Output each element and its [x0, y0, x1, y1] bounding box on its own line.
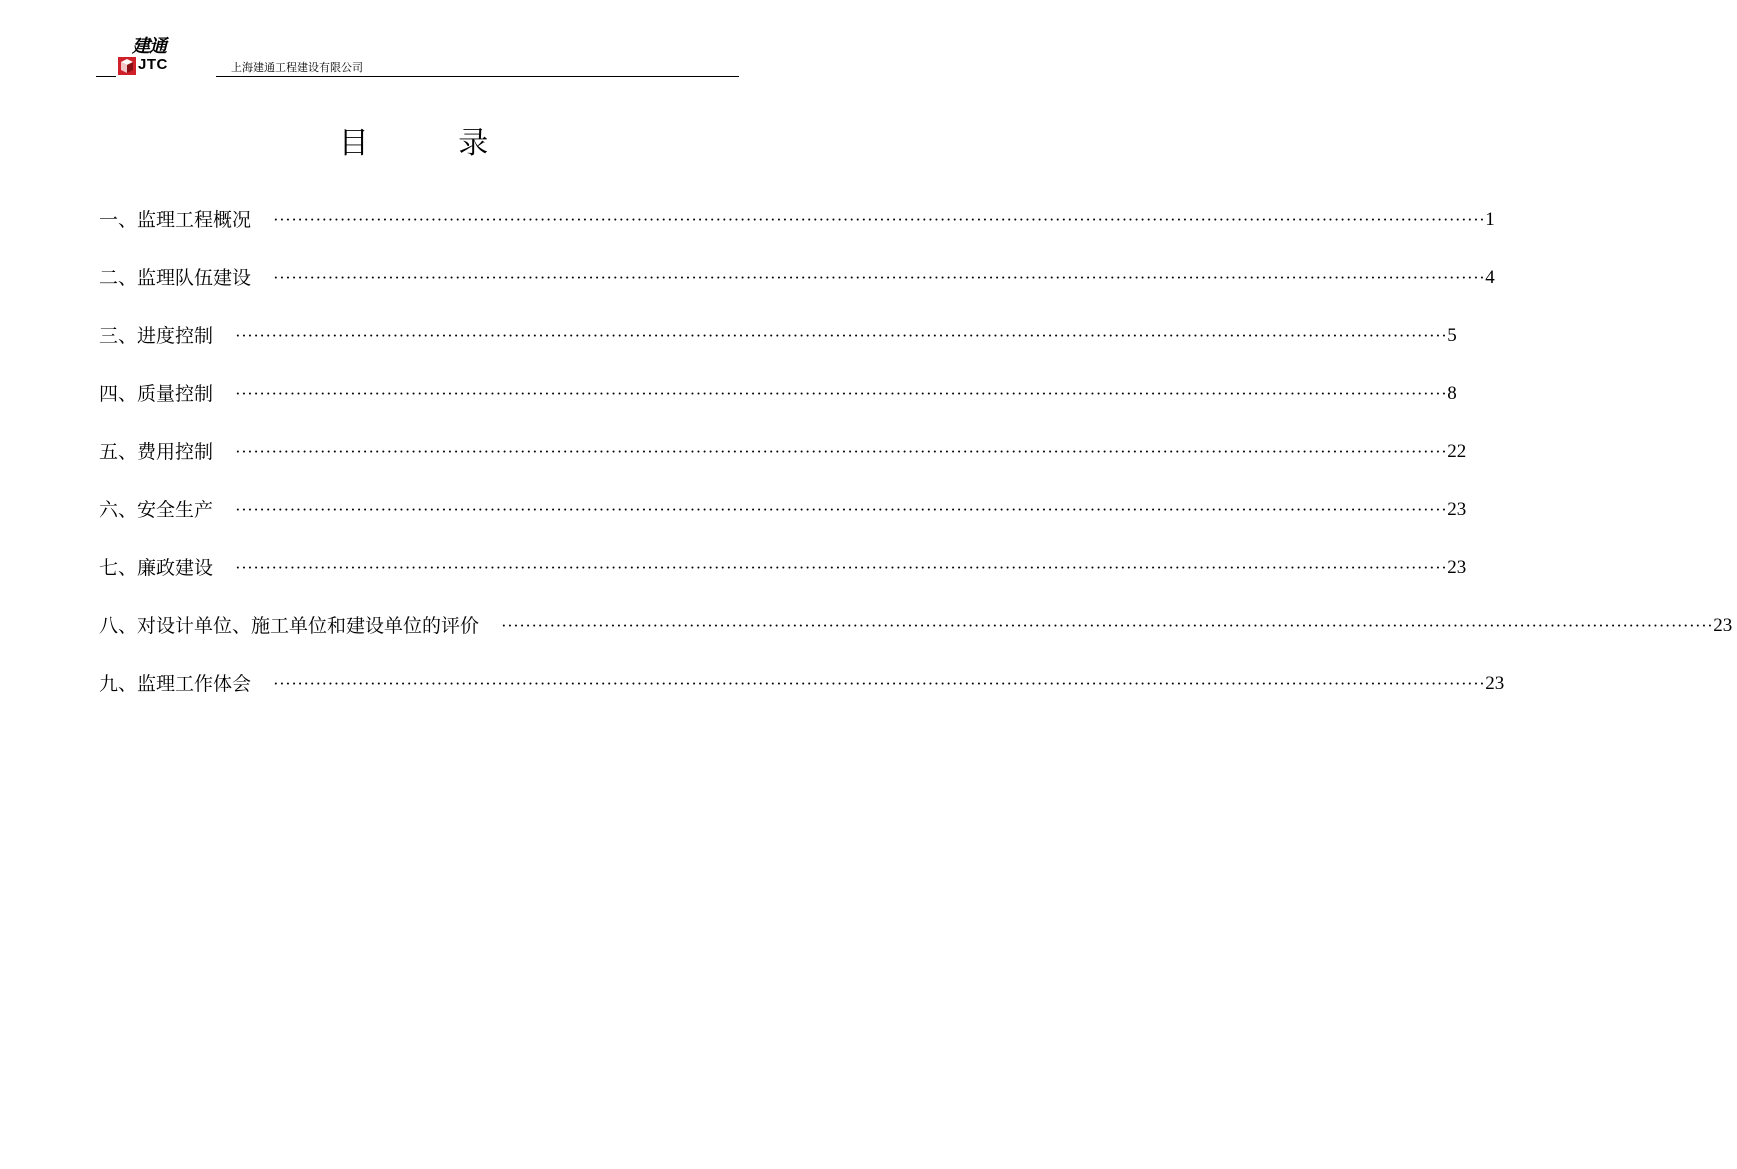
toc-entry[interactable] — [99, 207, 1495, 265]
toc-entry[interactable] — [99, 613, 1733, 671]
company-logo — [96, 30, 186, 78]
toc-page-number: 23 — [1713, 615, 1733, 636]
page-title: 目 录 — [338, 126, 529, 161]
toc-leader: ········································································································································································································ — [235, 384, 1448, 403]
toc-label: 四、质量控制 — [99, 383, 214, 405]
logo-text: JTC — [138, 56, 168, 73]
toc-label: 二、监理队伍建设 — [99, 267, 252, 289]
toc-page-number: 22 — [1447, 441, 1467, 462]
toc-page-number: 23 — [1447, 499, 1467, 520]
toc-entry[interactable] — [99, 439, 1467, 497]
toc-label: 七、廉政建设 — [99, 557, 214, 579]
toc-leader: ········································································································································································································ — [273, 210, 1486, 229]
toc-entry[interactable] — [99, 381, 1457, 439]
toc-leader: ········································································································································································································ — [235, 500, 1448, 519]
toc-leader: ········································································································································································································ — [501, 616, 1714, 635]
toc-entry[interactable] — [99, 497, 1467, 555]
toc-label: 五、费用控制 — [99, 441, 214, 463]
toc-label: 三、进度控制 — [99, 325, 214, 347]
toc-entry[interactable] — [99, 555, 1467, 613]
toc-page-number: 1 — [1485, 209, 1495, 230]
toc-entry[interactable] — [99, 265, 1495, 323]
logo-calligraphy: 建通 — [132, 36, 166, 57]
toc-page-number: 8 — [1447, 383, 1457, 404]
toc-leader: ········································································································································································································ — [273, 268, 1486, 287]
page-header — [96, 30, 739, 80]
header-rule-left — [96, 76, 116, 77]
toc-leader: ········································································································································································································ — [235, 558, 1448, 577]
toc-leader: ········································································································································································································ — [235, 326, 1448, 345]
toc-page-number: 4 — [1485, 267, 1495, 288]
table-of-contents — [99, 207, 1733, 729]
toc-page-number: 23 — [1447, 557, 1467, 578]
toc-entry[interactable] — [99, 323, 1457, 381]
toc-entry[interactable] — [99, 671, 1505, 729]
toc-page-number: 23 — [1485, 673, 1505, 694]
cube-logo-icon — [118, 57, 136, 75]
toc-label: 六、安全生产 — [99, 499, 214, 521]
toc-label: 一、监理工程概况 — [99, 209, 252, 231]
toc-leader: ········································································································································································································ — [235, 442, 1448, 461]
company-name: 上海建通工程建设有限公司 — [231, 61, 363, 74]
toc-leader: ········································································································································································································ — [273, 674, 1486, 693]
toc-label: 九、监理工作体会 — [99, 673, 252, 695]
toc-page-number: 5 — [1447, 325, 1457, 346]
toc-label: 八、对设计单位、施工单位和建设单位的评价 — [99, 615, 480, 637]
header-rule — [216, 76, 739, 77]
